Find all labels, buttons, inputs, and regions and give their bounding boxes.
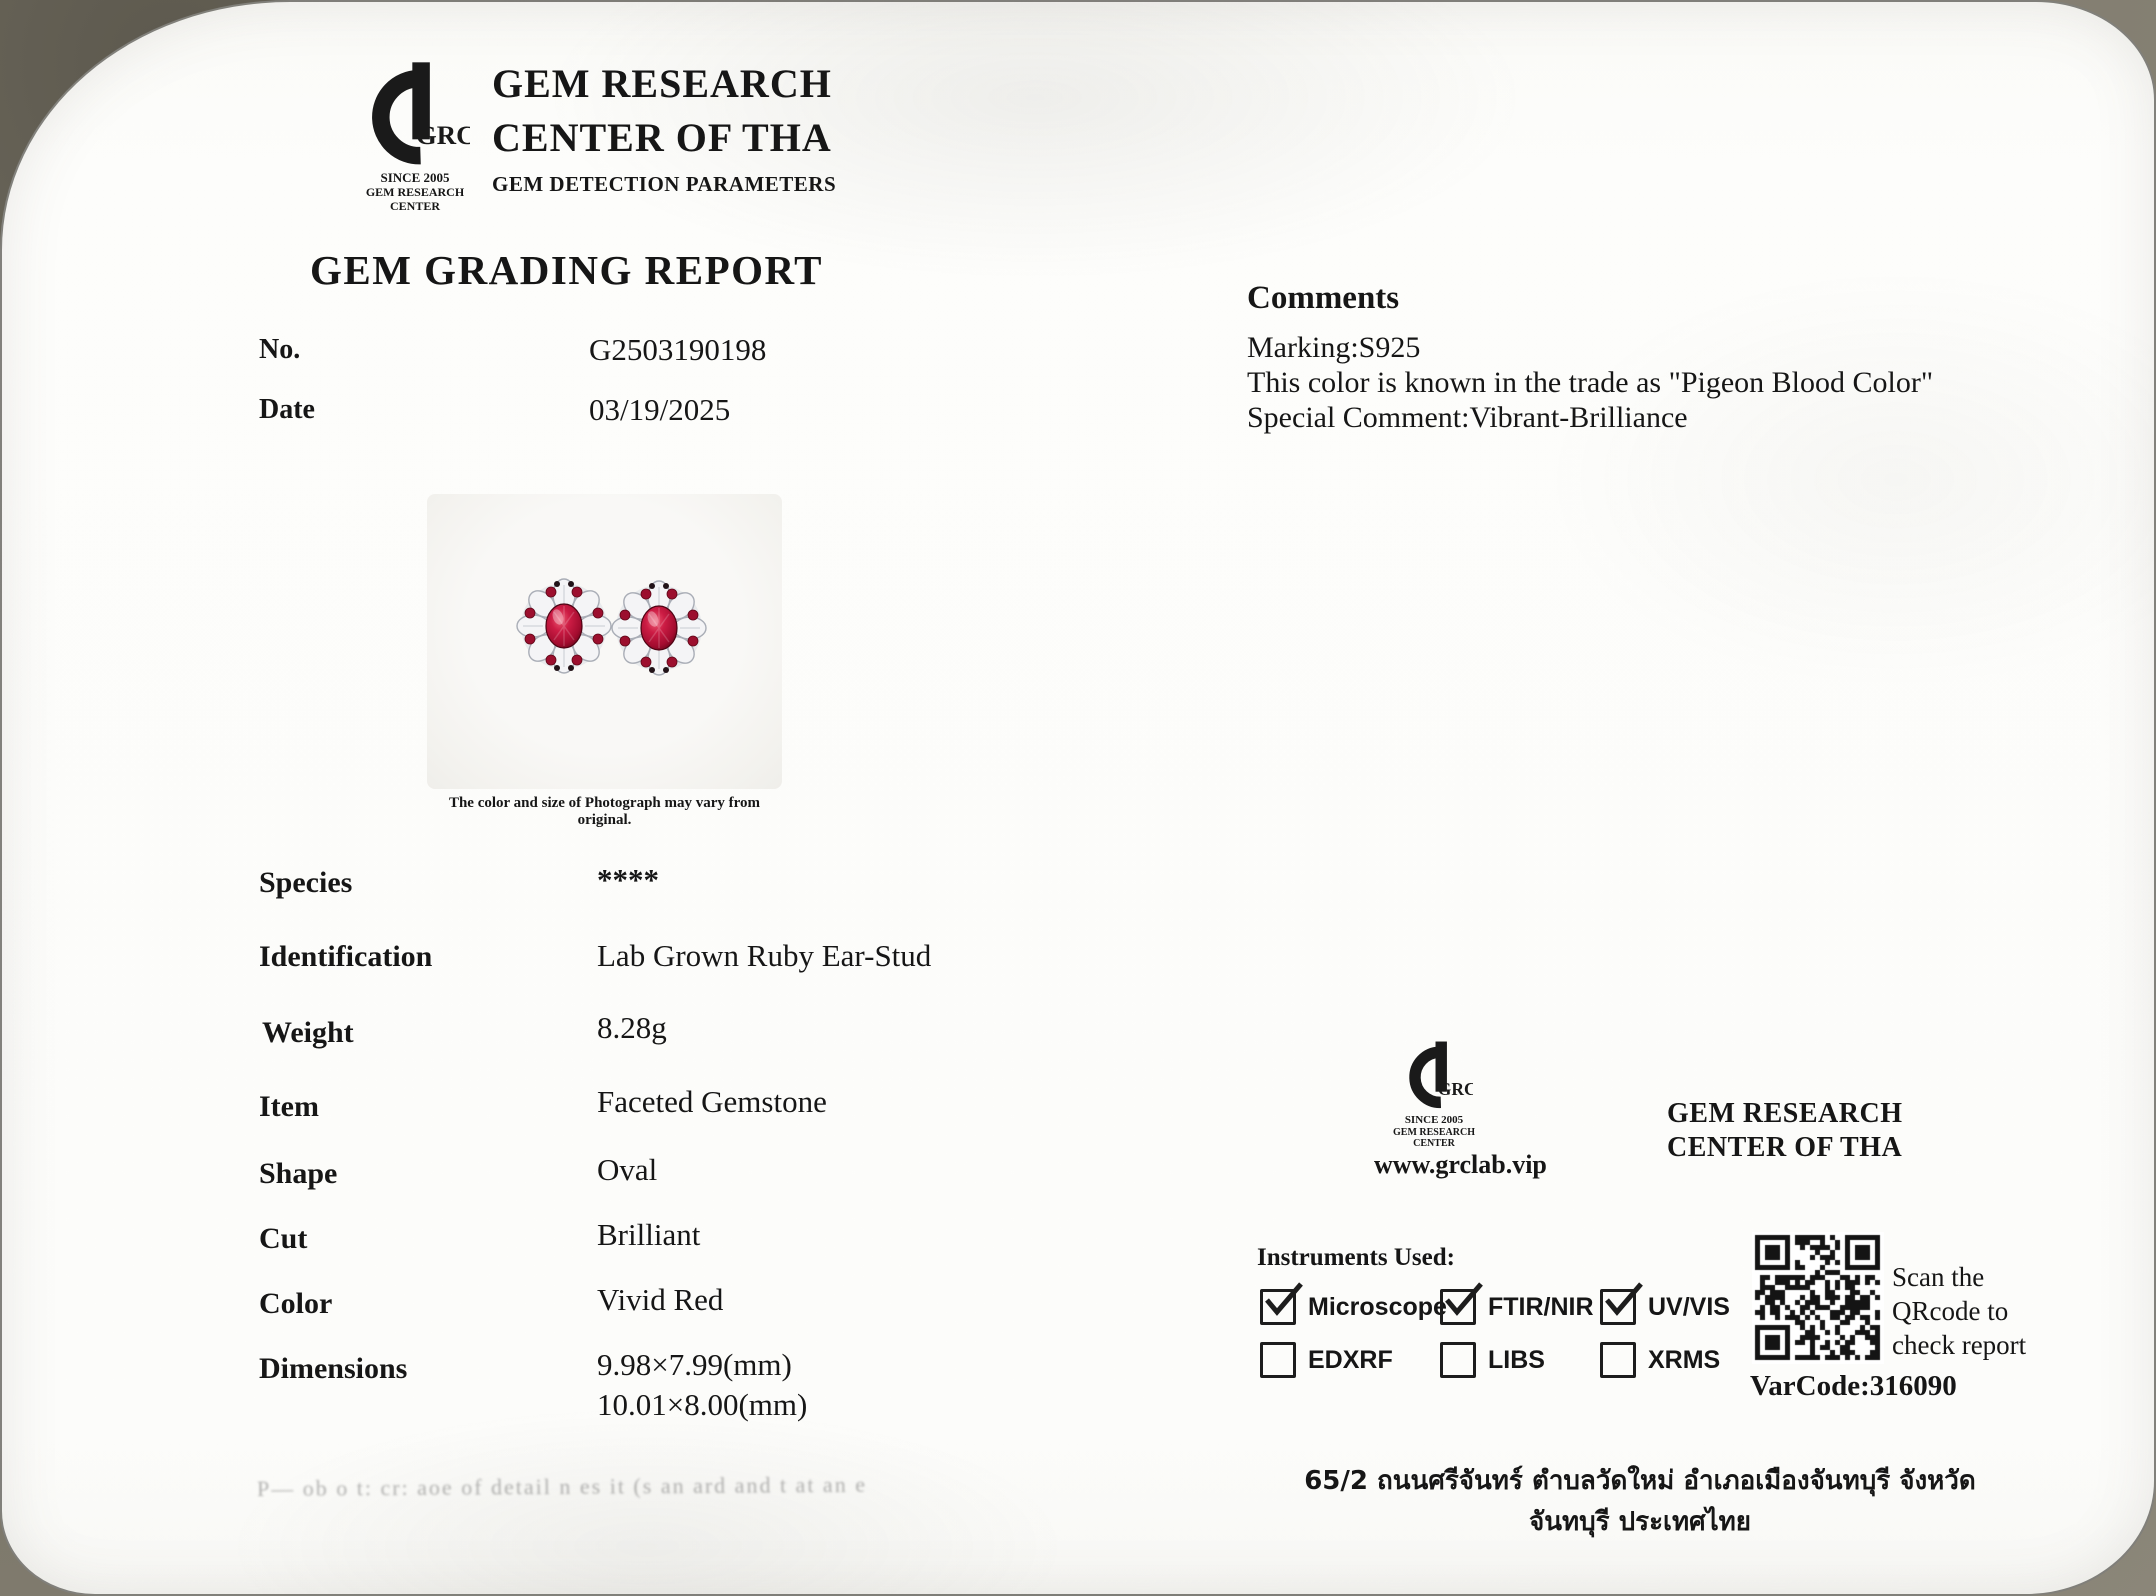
- ear-studs-image: [427, 494, 782, 789]
- field-value-identification: Lab Grown Ruby Ear-Stud: [597, 938, 932, 973]
- field-value-dimensions-2: 10.01×8.00(mm): [597, 1387, 808, 1422]
- comment-line-special: Special Comment:Vibrant-Brilliance: [1247, 401, 1688, 434]
- right-header-line2: CENTER OF THA: [1667, 1132, 1903, 1163]
- field-label-item: Item: [259, 1090, 319, 1123]
- qr-code: [1752, 1232, 1884, 1364]
- field-label-shape: Shape: [259, 1157, 338, 1190]
- comments-title: Comments: [1247, 280, 1400, 316]
- logo-right-since: SINCE 2005: [1404, 1114, 1464, 1126]
- checkbox-edxrf: [1260, 1342, 1296, 1378]
- logo-center-name: GEM RESEARCH CENTER: [365, 184, 465, 213]
- qr-scan-line: Scan the: [1892, 1262, 1985, 1292]
- logo-right-center-name: GEM RESEARCH CENTER: [1393, 1126, 1475, 1150]
- field-value-color: Vivid Red: [597, 1282, 724, 1317]
- right-header: [1667, 1097, 1902, 1165]
- instrument-edxrf: [1260, 1342, 1393, 1378]
- comment-line-trade-color: This color is known in the trade as "Pigeon Blood Color": [1247, 366, 1934, 399]
- gem-photo: [427, 494, 782, 789]
- qr-scan-line: check report: [1892, 1330, 2027, 1360]
- checkbox-microscope: [1260, 1289, 1296, 1325]
- field-value-item: Faceted Gemstone: [597, 1084, 827, 1119]
- svg-text:GRC: GRC: [1437, 1078, 1473, 1099]
- comment-line-marking: Marking:S925: [1247, 331, 1421, 364]
- checkbox-xrms: [1600, 1342, 1636, 1378]
- grc-logo-small-icon: [1395, 1040, 1473, 1113]
- instrument-label: XRMS: [1648, 1345, 1721, 1374]
- header-line2: CENTER OF THA: [492, 115, 832, 160]
- field-label-species: Species: [259, 866, 353, 899]
- instrument-ftir-nir: [1440, 1289, 1594, 1325]
- field-value-dimensions-1: 9.98×7.99(mm): [597, 1347, 792, 1382]
- instrument-label: Microscope: [1308, 1292, 1447, 1321]
- instrument-uv-vis: [1600, 1289, 1730, 1325]
- no-value: G2503190198: [589, 332, 767, 367]
- field-label-color: Color: [259, 1287, 333, 1320]
- varcode: VarCode:316090: [1750, 1370, 1957, 1402]
- field-label-weight: Weight: [262, 1016, 354, 1049]
- instrument-xrms: [1600, 1342, 1720, 1378]
- issuer-logo-right: [1374, 1040, 1547, 1180]
- instrument-label: EDXRF: [1308, 1345, 1393, 1374]
- field-value-weight: 8.28g: [597, 1010, 667, 1045]
- report-title: GEM GRADING REPORT: [310, 247, 824, 293]
- date-value: 03/19/2025: [589, 392, 731, 427]
- field-label-identification: Identification: [259, 940, 433, 973]
- website-url: www.grclab.vip: [1374, 1149, 1547, 1179]
- qr-scan-hint: [1892, 1260, 2026, 1362]
- header-line1: GEM RESEARCH: [492, 61, 832, 106]
- field-value-species: ****: [597, 862, 659, 897]
- field-label-cut: Cut: [259, 1222, 308, 1255]
- instrument-label: FTIR/NIR: [1488, 1292, 1594, 1321]
- field-value-cut: Brilliant: [597, 1217, 701, 1252]
- photo-caption: The color and size of Photograph may vary from original.: [448, 795, 761, 828]
- no-label: No.: [259, 334, 301, 365]
- instrument-label: UV/VIS: [1648, 1292, 1730, 1321]
- checkbox-uv-vis: [1600, 1289, 1636, 1325]
- instrument-label: LIBS: [1488, 1345, 1545, 1374]
- right-header-line1: GEM RESEARCH: [1667, 1098, 1903, 1129]
- faded-disclaimer: P— ob o t: cr: aoe of detail n es it (s an ard and t at an e: [256, 1471, 868, 1502]
- instrument-microscope: [1260, 1289, 1447, 1325]
- checkbox-ftir-nir: [1440, 1289, 1476, 1325]
- svg-text:GRC: GRC: [415, 120, 470, 150]
- checkbox-libs: [1440, 1342, 1476, 1378]
- issuer-logo: [350, 60, 480, 214]
- qr-scan-line: QRcode to: [1892, 1296, 2009, 1326]
- comments-body: [1247, 330, 1957, 435]
- field-value-shape: Oval: [597, 1152, 658, 1187]
- logo-since: SINCE 2005: [380, 170, 450, 185]
- instrument-libs: [1440, 1342, 1545, 1378]
- grc-logo-icon: [350, 60, 470, 172]
- instruments-title: Instruments Used:: [1257, 1244, 1455, 1271]
- header-line3: GEM DETECTION PARAMETERS: [492, 172, 837, 196]
- address-thai: 65/2 ถนนศรีจันทร์ ตำบลวัดใหม่ อำเภอเมืองจันทบุรี จังหวัดจันทบุรี ประเทศไทย: [1304, 1466, 1976, 1537]
- date-label: Date: [259, 394, 315, 425]
- field-label-dimensions: Dimensions: [259, 1352, 408, 1385]
